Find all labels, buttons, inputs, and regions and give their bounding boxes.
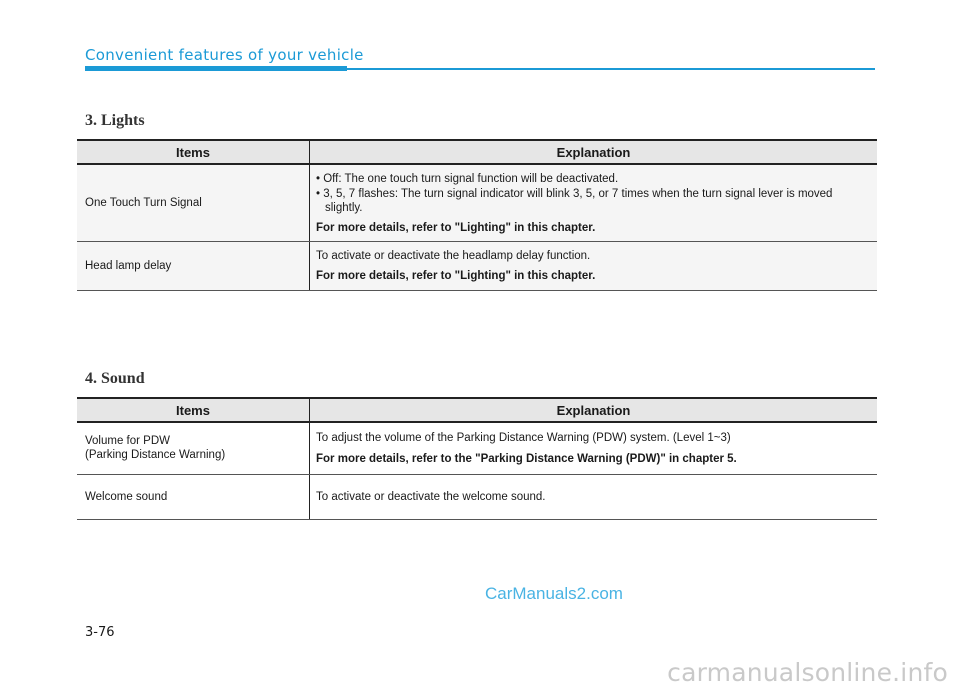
table-row xyxy=(77,164,877,241)
explanation-cell: To activate or deactivate the welcome sound. xyxy=(310,474,878,519)
explanation-text: To activate or deactivate the headlamp delay function. xyxy=(316,249,591,262)
page-number: 3-76 xyxy=(85,625,115,640)
sound-col-explanation: Explanation xyxy=(310,398,878,422)
item-cell: One Touch Turn Signal xyxy=(77,164,310,241)
header-rule xyxy=(347,68,875,70)
lights-table xyxy=(77,139,877,291)
item-line: (Parking Distance Warning) xyxy=(85,449,226,462)
lights-section-title: 3. Lights xyxy=(85,112,145,129)
table-row xyxy=(77,422,877,474)
explanation-text: To adjust the volume of the Parking Distance Warning (PDW) system. (Level 1~3) xyxy=(316,432,731,444)
item-cell: Welcome sound xyxy=(77,474,310,519)
reference-note: For more details, refer to "Lighting" in this chapter. xyxy=(316,222,596,234)
lights-col-explanation: Explanation xyxy=(310,140,878,164)
item-line: Volume for PDW xyxy=(85,435,170,448)
lights-table-header xyxy=(77,140,877,164)
explanation-bullet: • Off: The one touch turn signal function will be deactivated. xyxy=(316,173,619,185)
table-row xyxy=(77,474,877,519)
site-watermark: CarManuals2.com xyxy=(485,584,623,603)
explanation-cell xyxy=(310,422,878,474)
header-accent-bar xyxy=(85,66,347,71)
lights-col-items: Items xyxy=(77,140,310,164)
table-row xyxy=(77,241,877,290)
chapter-header-title: Convenient features of your vehicle xyxy=(85,46,364,64)
sound-col-items: Items xyxy=(77,398,310,422)
explanation-bullet: • 3, 5, 7 flashes: The turn signal indicator will blink 3, 5, or 7 times when the turn signal lever is moved slightly. xyxy=(316,188,833,214)
explanation-cell xyxy=(310,164,878,241)
footer-watermark: carmanualsonline.info xyxy=(667,658,948,687)
sound-table-header xyxy=(77,398,877,422)
sound-section-title: 4. Sound xyxy=(85,370,145,387)
reference-note: For more details, refer to the "Parking Distance Warning (PDW)" in chapter 5. xyxy=(316,453,737,465)
explanation-cell xyxy=(310,241,878,290)
item-cell xyxy=(77,422,310,474)
sound-table xyxy=(77,397,877,520)
item-cell: Head lamp delay xyxy=(77,241,310,290)
reference-note: For more details, refer to "Lighting" in this chapter. xyxy=(316,269,596,282)
